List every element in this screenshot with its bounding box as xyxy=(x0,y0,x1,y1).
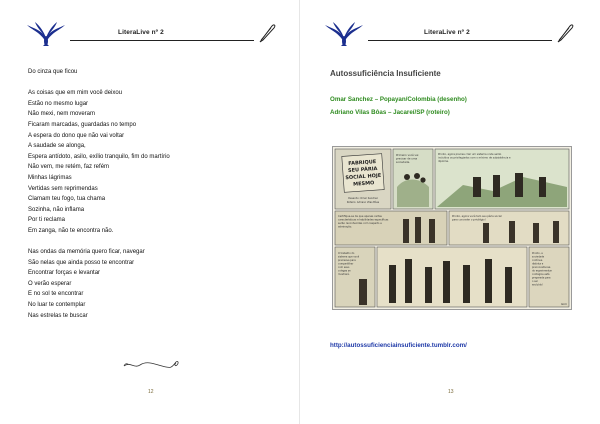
comic-caption: Pronto, agora precisa criar um sistema onde serão xyxy=(438,153,502,156)
page-header xyxy=(324,22,576,48)
comic-caption: O trabalho do xyxy=(338,252,355,255)
poem-line: Não vem, me retém, faz refém xyxy=(28,164,110,171)
blog-link[interactable]: http://autossuficienciainsuficiente.tumblr.com/ xyxy=(330,342,467,349)
flourish-ornament-icon xyxy=(122,357,180,371)
poem-line: No luar te contemplar xyxy=(28,302,86,309)
article-title: Autossuficiência Insuficiente xyxy=(330,69,441,78)
comic-caption: colegas se xyxy=(338,269,351,273)
poem-line: Nas estrelas te buscar xyxy=(28,312,88,319)
comic-sign-line: FABRIQUE xyxy=(348,159,377,167)
comic-caption: excluído! xyxy=(532,283,543,287)
bird-logo-icon xyxy=(324,22,364,48)
comic-panel-4 xyxy=(335,211,447,245)
comic-panel-5 xyxy=(449,211,569,245)
comic-panel-1 xyxy=(335,149,391,209)
comic-caption: com seus xyxy=(338,266,350,269)
comic-caption: Pronto, a xyxy=(532,252,543,255)
poem-line: São nelas que ainda posso te encontrar xyxy=(28,259,135,266)
poem-line: Nas ondas da memória quero ficar, navegar xyxy=(28,249,145,256)
comic-caption: admiração. xyxy=(338,225,352,229)
comic-sign-line: SOCIAL HOJE xyxy=(345,172,382,182)
bird-logo-icon xyxy=(26,22,66,48)
poem-line: As coisas que em mim você deixou xyxy=(28,90,123,97)
poem-line: E no sol te encontrar xyxy=(28,291,84,298)
comic-caption: preconceituosa xyxy=(532,266,551,269)
comic-caption: contágios está xyxy=(532,273,550,276)
poem-line: Ficaram marcadas, guardadas no tempo xyxy=(28,121,137,128)
comic-caption: Certifique-se de que apenas certas xyxy=(338,215,382,218)
comic-caption: sociedade xyxy=(532,255,545,259)
page-number: 12 xyxy=(148,389,154,395)
poem-line: Sozinha, não inflama xyxy=(28,206,85,213)
comic-caption: distinta e xyxy=(532,262,544,266)
comic-sign-credit: Desenho: Omar Sanchez xyxy=(348,197,378,200)
comic-caption: contínua xyxy=(532,259,543,262)
comic-panel-8 xyxy=(529,247,569,307)
comic-caption: preparada para xyxy=(532,276,551,280)
credit-drawing: Omar Sanchez – Popayan/Colombia (desenho) xyxy=(330,96,467,103)
comic-sign-credit: Roteiro: Adriano Vilas Bôas xyxy=(346,201,380,204)
comic-strip xyxy=(332,146,572,310)
comic-caption: sistema que você xyxy=(338,255,360,259)
credit-script: Adriano Vilas Bôas – Jacareí/SP (roteiro) xyxy=(330,109,450,116)
poem-line: A saudade se alonga, xyxy=(28,143,86,150)
poem-line: Clamam teu fogo, tua chama xyxy=(28,196,106,203)
quill-icon xyxy=(556,23,574,43)
header-rule xyxy=(368,40,552,41)
poem-line: Por ti reclama xyxy=(28,217,66,224)
comic-sign-line: SEU PÁRIA xyxy=(347,165,378,175)
comic-caption: compartilhar xyxy=(338,262,354,266)
comic-panel-2 xyxy=(393,149,433,209)
comic-caption: mostrará. xyxy=(338,273,350,276)
poem-line: Estão no mesmo lugar xyxy=(28,100,89,107)
comic-caption: incluídos os privilegiados com o mínimo de subsistência e xyxy=(438,156,511,160)
poem-line: Não mexi, nem moveram xyxy=(28,111,96,118)
poem-line: Espera antídoto, asilo, exílio tranquilo, fim do martírio xyxy=(28,153,170,160)
comic-caption: Primeiro você vai xyxy=(396,154,419,157)
poem-line: Em zanga, não te encontra não. xyxy=(28,227,114,234)
page-number: 13 xyxy=(448,389,454,395)
comic-caption: sociedade. xyxy=(396,161,410,164)
quill-icon xyxy=(258,23,276,43)
comic-caption: do experimentar xyxy=(532,269,552,273)
comic-caption: características e habilidades específicas xyxy=(338,218,389,222)
poem-line: Encontrar forças e levantar xyxy=(28,270,101,277)
comic-caption: para conceder o privilégio! xyxy=(452,218,486,222)
poem-line: Vertidas sem reprimendas xyxy=(28,185,98,192)
comic-panel-7 xyxy=(377,247,527,307)
page-header xyxy=(26,22,276,48)
poem-line: A espera do dono que não vai voltar xyxy=(28,132,125,139)
poem-title: Do cinza que ficou xyxy=(28,69,78,75)
comic-caption: o ser xyxy=(532,280,538,283)
header-title: LiteraLive nº 2 xyxy=(118,29,164,36)
header-rule xyxy=(70,40,254,41)
comic-sign-line: MESMO xyxy=(352,180,375,188)
comic-signature: Gim xyxy=(561,302,568,306)
poem-line: O verão esperar xyxy=(28,280,72,287)
poem-line: Minhas lágrimas xyxy=(28,174,72,181)
comic-panel-3 xyxy=(435,149,569,209)
comic-panel-6 xyxy=(335,247,375,307)
comic-caption: precisava para xyxy=(338,259,356,262)
comic-caption: diploma. xyxy=(438,160,449,163)
comic-caption: precisar de uma xyxy=(396,157,418,161)
comic-caption: serão reconhecidas com respeito e xyxy=(338,222,382,225)
poem xyxy=(28,67,170,321)
header-title: LiteraLive nº 2 xyxy=(424,29,470,36)
comic-caption: Pronto, agora você tem seu pária social xyxy=(452,215,502,218)
